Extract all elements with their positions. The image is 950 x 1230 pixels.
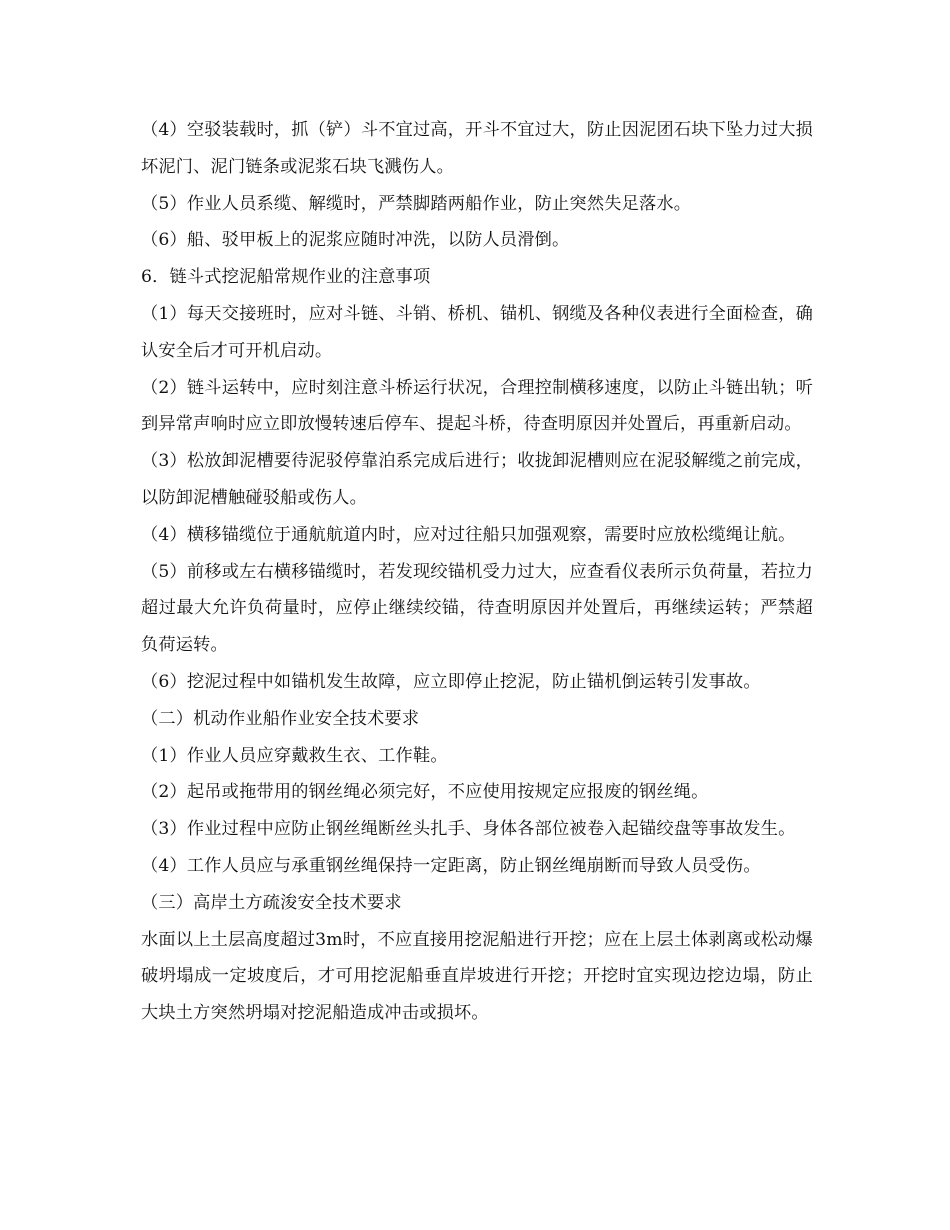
paragraph-deck-washing: （6）船、驳甲板上的泥浆应随时冲洗，以防人员滑倒。 <box>141 230 570 251</box>
paragraph-wire-rope-distance: （4）工作人员应与承重钢丝绳保持一定距离，防止钢丝绳崩断而导致人员受伤。 <box>141 855 761 876</box>
document-body <box>141 112 813 1032</box>
paragraph-wire-rope-integrity: （2）起吊或拖带用的钢丝绳必须完好，不应使用按规定应报废的钢丝绳。 <box>141 782 709 803</box>
paragraph-high-bank-excavation: 水面以上土层高度超过3m时，不应直接用挖泥船进行开挖；应在上层土体剥离或松动爆破坍塌成一定坡度后，才可用挖泥船垂直岸坡进行开挖；开挖时宜实现边挖边塌，防止大块土方突然坍塌对挖泥船造成冲击或损坏。 <box>141 929 813 1024</box>
section-heading-motor-vessel: （二）机动作业船作业安全技术要求 <box>141 708 420 729</box>
paragraph-wire-rope-hazards: （3）作业过程中应防止钢丝绳断丝头扎手、身体各部位被卷入起锚绞盘等事故发生。 <box>141 819 796 840</box>
paragraph-winch-load: （5）前移或左右横移锚缆时，若发现绞锚机受力过大，应查看仪表所示负荷量，若拉力超过最大允许负荷量时，应停止继续绞锚，待查明原因并处置后，再继续运转；严禁超负荷运转。 <box>141 561 813 656</box>
section-heading-high-bank-dredging: （三）高岸土方疏浚安全技术要求 <box>141 892 402 913</box>
paragraph-life-jacket: （1）作业人员应穿戴救生衣、工作鞋。 <box>141 745 448 766</box>
paragraph-mooring-safety: （5）作业人员系缆、解缆时，严禁脚踏两船作业，防止突然失足落水。 <box>141 193 692 214</box>
paragraph-mud-chute: （3）松放卸泥槽要待泥驳停靠泊系完成后进行；收拢卸泥槽则应在泥驳解缆之前完成，以防卸泥槽触碰驳船或伤人。 <box>141 451 813 508</box>
section-heading-bucket-dredger: 6．链斗式挖泥船常规作业的注意事项 <box>141 267 431 288</box>
paragraph-anchor-failure: （6）挖泥过程中如锚机发生故障，应立即停止挖泥，防止锚机倒运转引发事故。 <box>141 671 761 692</box>
paragraph-empty-barge-loading: （4）空驳装载时，抓（铲）斗不宜过高，开斗不宜过大，防止因泥团石块下坠力过大损坏泥门、泥门链条或泥浆石块飞溅伤人。 <box>141 120 813 177</box>
paragraph-chain-operation: （2）链斗运转中，应时刻注意斗桥运行状况，合理控制横移速度，以防止斗链出轨；听到异常声响时应立即放慢转速后停车、提起斗桥，待查明原因并处置后，再重新启动。 <box>141 377 813 435</box>
paragraph-anchor-cable-navigation: （4）横移锚缆位于通航航道内时，应对过往船只加强观察，需要时应放松缆绳让航。 <box>141 524 796 545</box>
paragraph-shift-inspection: （1）每天交接班时，应对斗链、斗销、桥机、锚机、钢缆及各种仪表进行全面检查，确认安全后才可开机启动。 <box>141 303 813 361</box>
